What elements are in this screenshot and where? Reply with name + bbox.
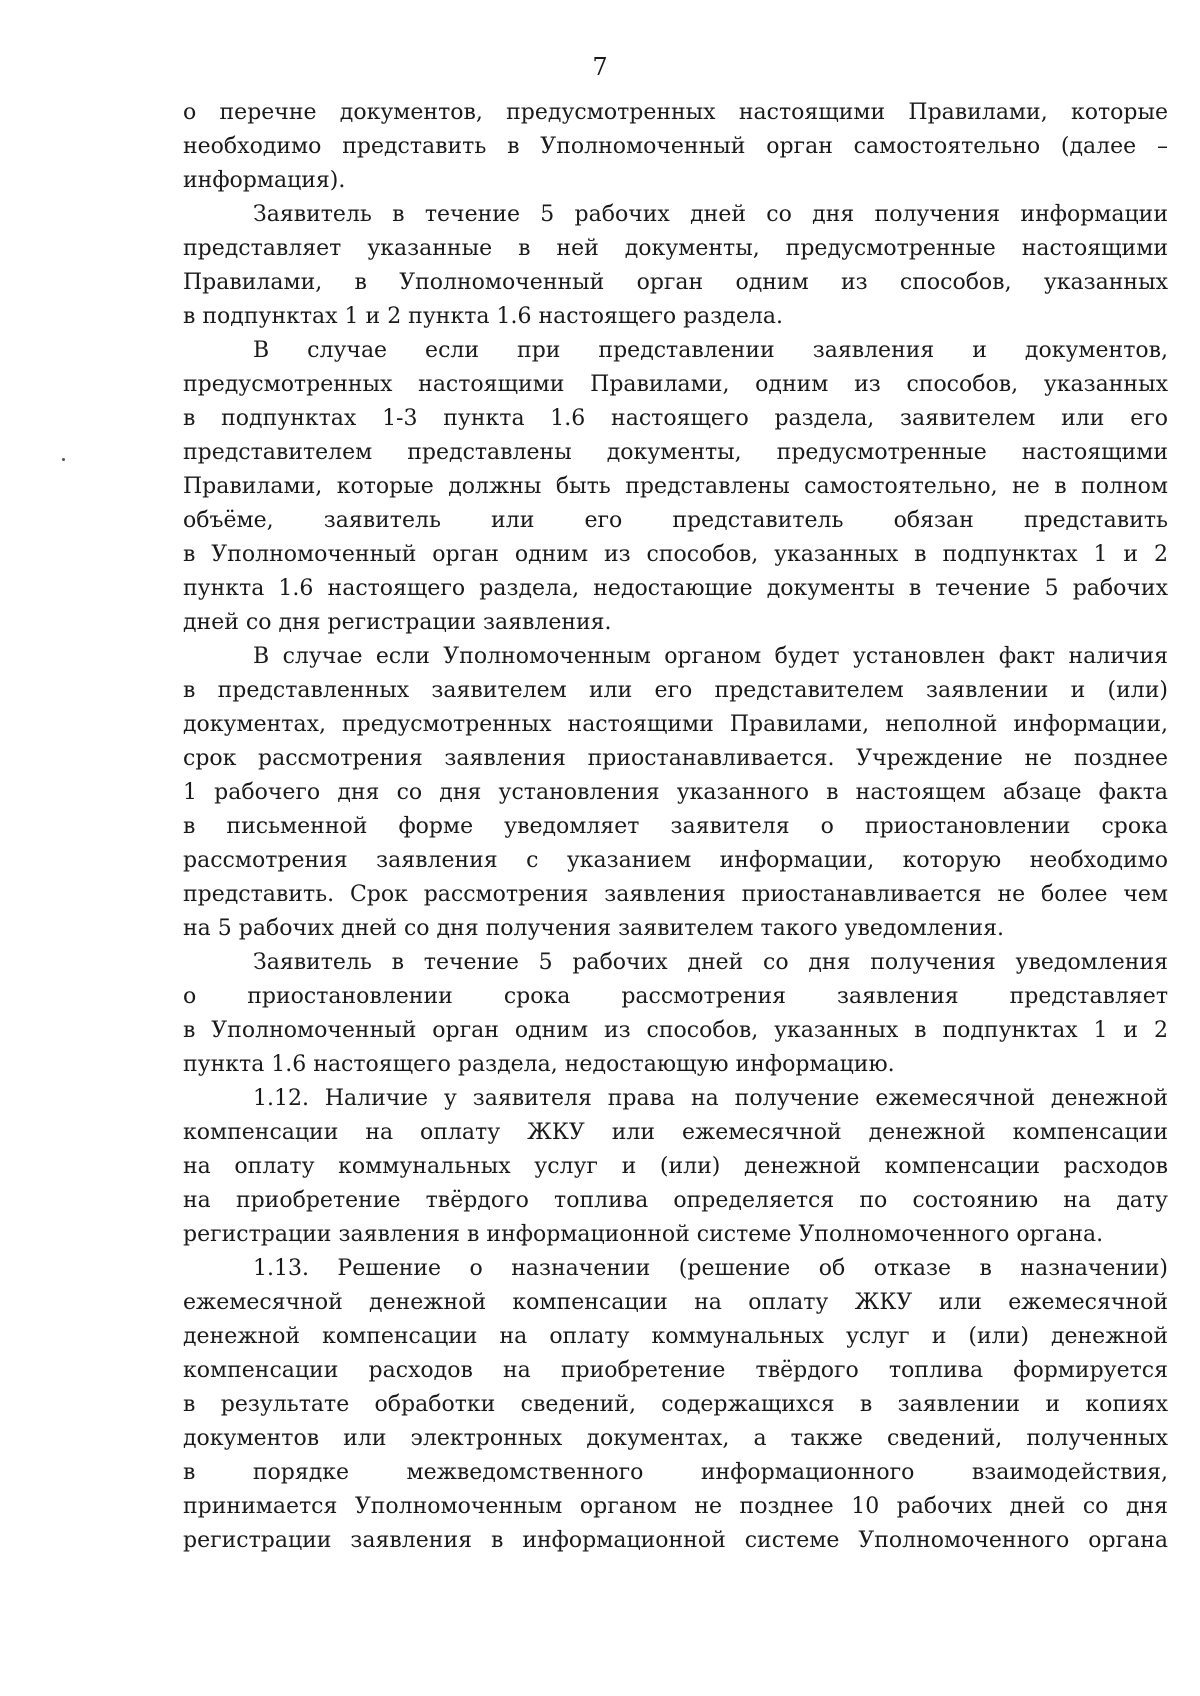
text-line: на приобретение твёрдого топлива определяется по состоянию на дату	[183, 1188, 1168, 1213]
text-line: о перечне документов, предусмотренных настоящими Правилами, которые	[183, 100, 1168, 125]
text-line: в подпунктах 1-3 пункта 1.6 настоящего раздела, заявителем или его	[183, 406, 1168, 431]
text-line: на оплату коммунальных услуг и (или) денежной компенсации расходов	[183, 1154, 1168, 1179]
text-line: ежемесячной денежной компенсации на оплату ЖКУ или ежемесячной	[183, 1290, 1168, 1315]
text-line: на 5 рабочих дней со дня получения заявителем такого уведомления.	[183, 916, 1005, 941]
text-line: необходимо представить в Уполномоченный орган самостоятельно (далее –	[183, 134, 1168, 159]
text-line: пункта 1.6 настоящего раздела, недостающие документы в течение 5 рабочих	[183, 576, 1168, 601]
text-line: рассмотрения заявления с указанием информации, которую необходимо	[183, 848, 1168, 873]
text-line: компенсации на оплату ЖКУ или ежемесячной денежной компенсации	[183, 1120, 1168, 1145]
text-line: пункта 1.6 настоящего раздела, недостающую информацию.	[183, 1052, 895, 1077]
text-line: регистрации заявления в информационной системе Уполномоченного органа.	[183, 1222, 1104, 1247]
text-line: представить. Срок рассмотрения заявления приостанавливается не более чем	[183, 882, 1168, 907]
text-line: о приостановлении срока рассмотрения заявления представляет	[183, 984, 1168, 1009]
text-line: Заявитель в течение 5 рабочих дней со дня получения информации	[253, 202, 1168, 227]
text-line: денежной компенсации на оплату коммунальных услуг и (или) денежной	[183, 1324, 1168, 1349]
text-line: в письменной форме уведомляет заявителя о приостановлении срока	[183, 814, 1168, 839]
text-line: Правилами, в Уполномоченный орган одним из способов, указанных	[183, 270, 1168, 295]
scan-speck	[62, 458, 65, 461]
text-line: предусмотренных настоящими Правилами, одним из способов, указанных	[183, 372, 1168, 397]
text-line: в результате обработки сведений, содержащихся в заявлении и копиях	[183, 1392, 1168, 1417]
text-line: представителем представлены документы, предусмотренные настоящими	[183, 440, 1168, 465]
text-line: в Уполномоченный орган одним из способов, указанных в подпунктах 1 и 2	[183, 542, 1168, 567]
text-line: 1 рабочего дня со дня установления указанного в настоящем абзаце факта	[183, 780, 1168, 805]
document-body	[183, 96, 1168, 1558]
text-line: объёме, заявитель или его представитель обязан представить	[183, 508, 1168, 533]
text-line: 1.13. Решение о назначении (решение об отказе в назначении)	[253, 1256, 1168, 1281]
text-line: в подпунктах 1 и 2 пункта 1.6 настоящего раздела.	[183, 304, 783, 329]
text-line: документах, предусмотренных настоящими Правилами, неполной информации,	[183, 712, 1168, 737]
text-line: принимается Уполномоченным органом не позднее 10 рабочих дней со дня	[183, 1494, 1168, 1519]
text-line: Заявитель в течение 5 рабочих дней со дня получения уведомления	[253, 950, 1168, 975]
text-line: Правилами, которые должны быть представлены самостоятельно, не в полном	[183, 474, 1168, 499]
text-line: срок рассмотрения заявления приостанавливается. Учреждение не позднее	[183, 746, 1168, 771]
page-number: 7	[592, 53, 608, 81]
text-line: регистрации заявления в информационной системе Уполномоченного органа	[183, 1528, 1168, 1553]
text-line: В случае если Уполномоченным органом будет установлен факт наличия	[253, 644, 1168, 669]
text-line: 1.12. Наличие у заявителя права на получение ежемесячной денежной	[253, 1086, 1168, 1111]
text-line: дней со дня регистрации заявления.	[183, 610, 612, 635]
text-line: информация).	[183, 168, 346, 193]
text-line: документов или электронных документах, а также сведений, полученных	[183, 1426, 1168, 1451]
text-line: в представленных заявителем или его представителем заявлении и (или)	[183, 678, 1168, 703]
text-line: в Уполномоченный орган одним из способов, указанных в подпунктах 1 и 2	[183, 1018, 1168, 1043]
text-line: представляет указанные в ней документы, предусмотренные настоящими	[183, 236, 1168, 261]
text-line: компенсации расходов на приобретение твёрдого топлива формируется	[183, 1358, 1168, 1383]
text-line: В случае если при представлении заявления и документов,	[253, 338, 1168, 363]
text-line: в порядке межведомственного информационного взаимодействия,	[183, 1460, 1168, 1485]
